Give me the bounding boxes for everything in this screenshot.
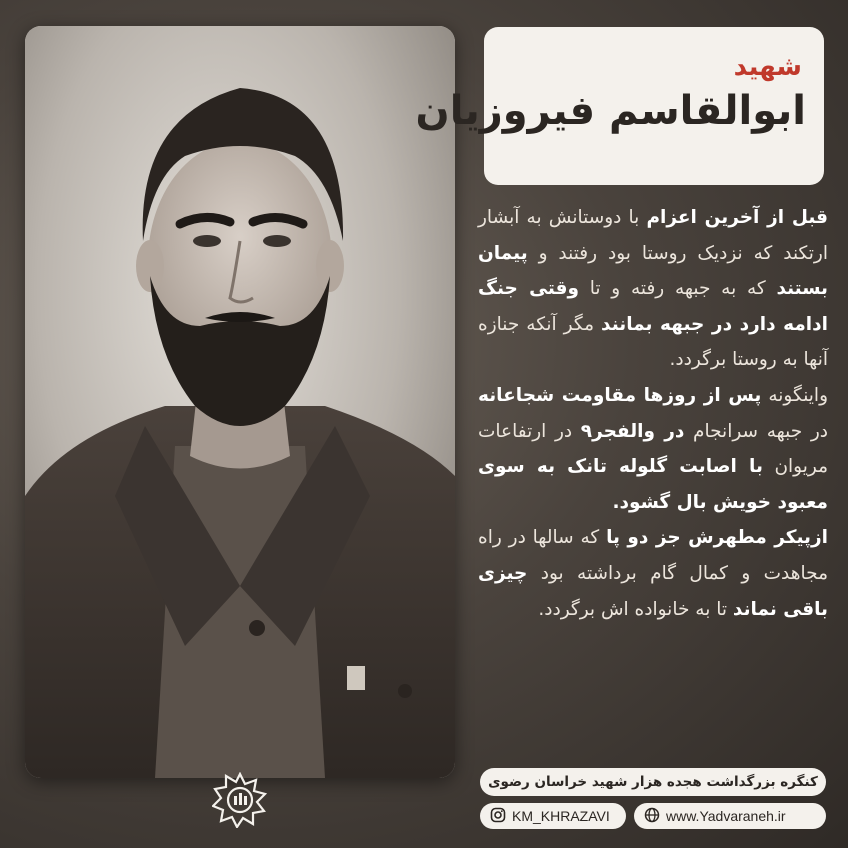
instagram-link[interactable] [480, 803, 626, 829]
plain-text: تا به خانواده اش برگردد. [538, 598, 733, 620]
paragraph-2 [478, 378, 828, 520]
plain-text: با دوستانش به آبشار ارتکند که نزدیک روستا بود رفتند و [478, 207, 828, 264]
plain-text: واینگونه [761, 384, 828, 406]
martyr-name: ابوالقاسم فیروزیان [415, 88, 806, 134]
instagram-handle: KM_KHRAZAVI [512, 808, 610, 824]
name-card [415, 27, 824, 185]
emphasis-text: چیزی باقی نماند [478, 562, 828, 620]
portrait-illustration [25, 26, 455, 778]
paragraph-1 [478, 200, 828, 378]
plain-text: که به جبهه رفته و تا [579, 278, 777, 300]
martyr-title: شهید [733, 52, 802, 82]
biography-text [478, 200, 828, 627]
website-link[interactable] [634, 803, 826, 829]
emphasis-text: ازپیکر مطهرش جز دو پا [606, 527, 828, 549]
emphasis-text: قبل از آخرین اعزام [646, 207, 828, 228]
emphasis-text: وقتی جنگ ادامه دارد در جبهه بمانند [478, 278, 828, 335]
website-url: www.Yadvaraneh.ir [666, 808, 786, 824]
plain-text: در جبهه سرانجام [684, 420, 828, 442]
social-links [480, 803, 826, 829]
emphasis-text: پیمان بستند [478, 242, 828, 300]
emphasis-text: با اصابت گلوله تانک به سوی معبود خویش بال گشود. [478, 456, 828, 513]
paragraph-3 [478, 520, 828, 627]
plain-text: در ارتفاعات مریوان [478, 420, 829, 478]
portrait-photo [25, 26, 455, 778]
congress-banner: کنگره بزرگداشت هجده هزار شهید خراسان رضوی [480, 768, 826, 796]
emphasis-text: پس از روزها مقاومت شجاعانه [478, 384, 762, 406]
plain-text: مگر آنکه جنازه آنها به روستا برگردد. [478, 313, 828, 371]
plain-text: که سالها در راه مجاهدت و کمال گام برداشته بود [478, 527, 828, 584]
globe-icon [644, 807, 660, 826]
instagram-icon [490, 807, 506, 826]
congress-emblem-icon [212, 772, 268, 828]
emphasis-text: در والفجر۹ [580, 420, 685, 442]
